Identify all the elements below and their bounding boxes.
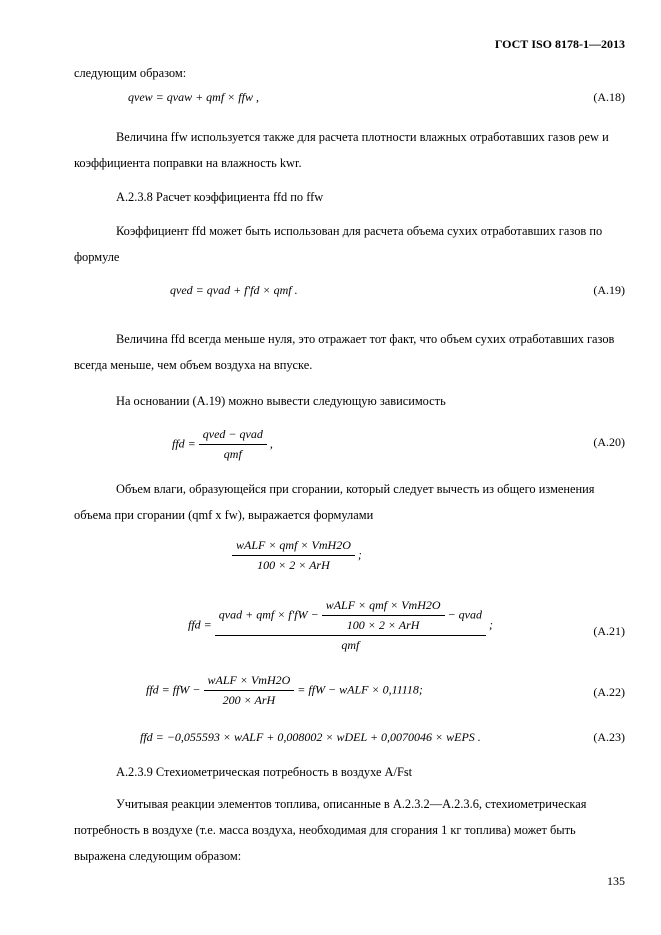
fraction [232, 538, 355, 573]
fraction-denominator: 100 × 2 × ArH [232, 555, 355, 573]
fraction-numerator [215, 598, 486, 635]
equation-punct: ; [489, 617, 493, 632]
page-number: 135 [607, 874, 625, 888]
equation-punct: , [269, 436, 273, 451]
equation-a22 [0, 673, 661, 717]
equation-number: (А.20) [593, 435, 625, 449]
numerator-part: − qvad [447, 607, 482, 622]
fraction [204, 673, 295, 708]
equation-rhs: = ffW − wALF × 0,11118; [297, 682, 423, 697]
equation-a18 [0, 90, 661, 118]
equation-moisture [0, 538, 661, 582]
equation-a19 [0, 283, 661, 311]
equation-lhs: ffd = ffW − [146, 682, 201, 697]
equation-formula: qved = qvad + f′fd × qmf . [170, 283, 298, 297]
equation-number: (А.18) [593, 90, 625, 104]
fraction-denominator: qmf [215, 635, 486, 653]
paragraph: Коэффициент ffd может быть использован для расчета объема сухих отработавших газов по формуле [74, 224, 603, 264]
section-heading: А.2.3.8 Расчет коэффициента ffd по ffw [116, 190, 324, 204]
section-heading: А.2.3.9 Стехиометрическая потребность в воздухе A/Fst [116, 765, 413, 779]
equation-a20 [0, 423, 661, 467]
equation-a21 [0, 598, 661, 658]
equation-number: (А.19) [593, 283, 625, 297]
equation-a23 [0, 730, 661, 758]
paragraph: На основании (А.19) можно вывести следующую зависимость [116, 394, 446, 408]
fraction [199, 427, 267, 462]
equation-formula: ffd = −0,055593 × wALF + 0,008002 × wDEL + 0,0070046 × wEPS . [140, 730, 481, 744]
paragraph: Величина ffw используется также для расчета плотности влажных отработавших газов ρew и коэффициента поправки на влажность kwr. [74, 130, 609, 170]
equation-formula: qvew = qvaw + qmf × ffw , [128, 90, 259, 104]
fraction-denominator: 200 × ArH [204, 690, 295, 708]
fraction [215, 598, 486, 653]
equation-lhs: ffd = [172, 436, 196, 451]
fraction-numerator: wALF × VmH2O [207, 673, 291, 687]
paragraph: Величина ffd всегда меньше нуля, это отражает тот факт, что объем сухих отработавших газов всегда меньше, чем объем воздуха на впуске. [74, 332, 615, 372]
equation-punct: ; [357, 547, 362, 562]
numerator-part: qvad + qmf × f′fW − [218, 607, 319, 622]
paragraph: Объем влаги, образующейся при сгорании, который следует вычесть из общего изменения объема при сгорании (qmf x fw), выражается формулами [74, 482, 595, 522]
equation-number: (А.21) [593, 624, 625, 638]
fraction-numerator: qved − qvad [202, 427, 263, 441]
fraction-numerator: wALF × qmf × VmH2O [236, 538, 351, 552]
equation-lhs: ffd = [188, 617, 212, 632]
inner-denominator: 100 × 2 × ArH [322, 615, 445, 633]
fraction-denominator: qmf [199, 444, 267, 462]
paragraph: следующим образом: [74, 66, 187, 80]
inner-numerator: wALF × qmf × VmH2O [325, 598, 441, 612]
equation-number: (А.23) [593, 730, 625, 744]
equation-number: (А.22) [593, 685, 625, 699]
page-header: ГОСТ ISO 8178-1—2013 [494, 37, 625, 51]
paragraph: Учитывая реакции элементов топлива, описанные в А.2.3.2—А.2.3.6, стехиометрическая потребность в воздухе (т.е. масса воздуха, необходимая для сгорания 1 кг топлива) может быть выражена следующим образом: [74, 797, 587, 863]
inner-fraction [322, 598, 445, 633]
